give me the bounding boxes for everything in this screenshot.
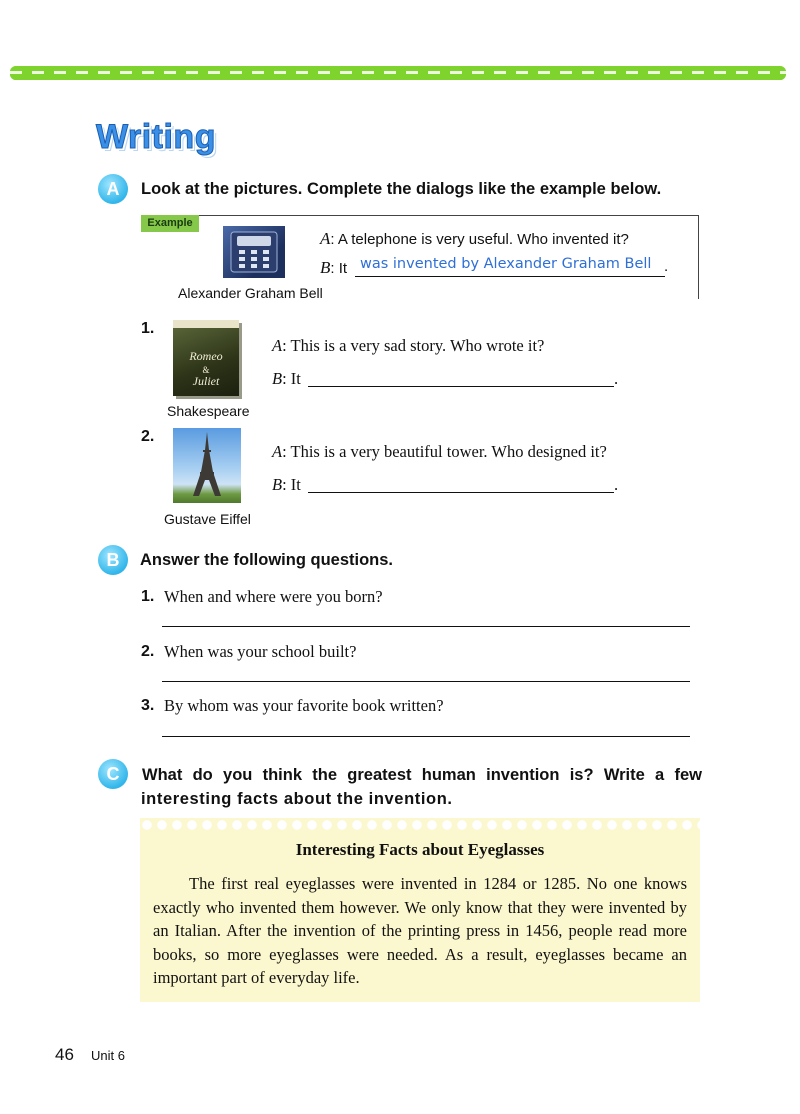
- answer-blank-2[interactable]: [308, 492, 614, 493]
- item-line-a: [272, 336, 544, 356]
- question-text: When and where were you born?: [164, 587, 383, 606]
- example-a-text: : A telephone is very useful. Who invented it?: [330, 231, 629, 248]
- speaker-b: B: [320, 258, 331, 277]
- question-number: 2.: [141, 643, 155, 660]
- item-line-a: [272, 442, 607, 462]
- example-answer: was invented by Alexander Graham Bell: [360, 256, 652, 272]
- example-line-b: [320, 258, 347, 278]
- section-c-badge: C: [98, 759, 128, 789]
- answer-blank-1[interactable]: [308, 386, 614, 387]
- answer-line[interactable]: [162, 681, 690, 682]
- section-c-instruction-line1: What do you think the greatest human invention is? Write a few: [142, 766, 702, 784]
- notebook-holes: [140, 818, 700, 832]
- facts-title: Interesting Facts about Eyeglasses: [295, 840, 545, 859]
- item-b-end: .: [614, 369, 619, 388]
- question-number: 1.: [141, 588, 155, 605]
- item-line-b: [272, 369, 301, 389]
- question-text: When was your school built?: [164, 642, 357, 661]
- example-answer-line: [355, 276, 665, 277]
- speaker-a: A: [272, 336, 283, 355]
- section-a-badge: A: [98, 174, 128, 204]
- section-b-badge: B: [98, 545, 128, 575]
- answer-line[interactable]: [162, 626, 690, 627]
- section-b-instruction: Answer the following questions.: [140, 551, 394, 569]
- speaker-b: B: [272, 369, 283, 388]
- section-c-instruction-line2: interesting facts about the invention.: [141, 790, 453, 808]
- example-tag: Example: [141, 215, 199, 232]
- speaker-a: A: [272, 442, 283, 461]
- telephone-photo-icon: [223, 226, 285, 278]
- eiffel-tower-photo-icon: [173, 428, 241, 503]
- example-b-end: .: [664, 258, 669, 275]
- answer-line[interactable]: [162, 736, 690, 737]
- svg-text:Romeo: Romeo: [189, 349, 223, 363]
- item-b-prefix: : It: [282, 475, 301, 494]
- page-title: Writing: [96, 118, 216, 156]
- item-a-text: : This is a very beautiful tower. Who designed it?: [282, 442, 607, 461]
- item-number: 1.: [141, 320, 155, 337]
- item-line-b: [272, 475, 301, 495]
- item-caption: Gustave Eiffel: [164, 511, 251, 527]
- speaker-a: A: [320, 229, 331, 248]
- facts-body: The first real eyeglasses were invented in 1284 or 1285. No one knows exactly who invented them however. We only know that they were invented by an Italian. After the invention of the printing press in 1456, people read more books, so more eyeglasses were needed. As a result, eyeglasses became an important part of everyday life.: [153, 874, 687, 987]
- item-b-prefix: : It: [282, 369, 301, 388]
- speaker-b: B: [272, 475, 283, 494]
- question-number: 3.: [141, 697, 155, 714]
- page-number: 46: [55, 1045, 74, 1064]
- svg-text:&: &: [202, 365, 210, 375]
- item-b-end: .: [614, 475, 619, 494]
- item-a-text: : This is a very sad story. Who wrote it?: [282, 336, 545, 355]
- unit-label: Unit 6: [91, 1048, 125, 1063]
- romeo-and-juliet-book-icon: [173, 320, 239, 396]
- item-number: 2.: [141, 428, 155, 445]
- section-a-instruction: Look at the pictures. Complete the dialogs like the example below.: [141, 180, 662, 198]
- example-b-prefix: : It: [330, 260, 348, 277]
- item-caption: Shakespeare: [167, 403, 250, 419]
- example-line-a: [320, 229, 629, 249]
- top-band-dashes: [10, 66, 786, 80]
- question-text: By whom was your favorite book written?: [164, 696, 444, 715]
- example-caption: Alexander Graham Bell: [178, 285, 323, 301]
- svg-text:Juliet: Juliet: [192, 374, 220, 388]
